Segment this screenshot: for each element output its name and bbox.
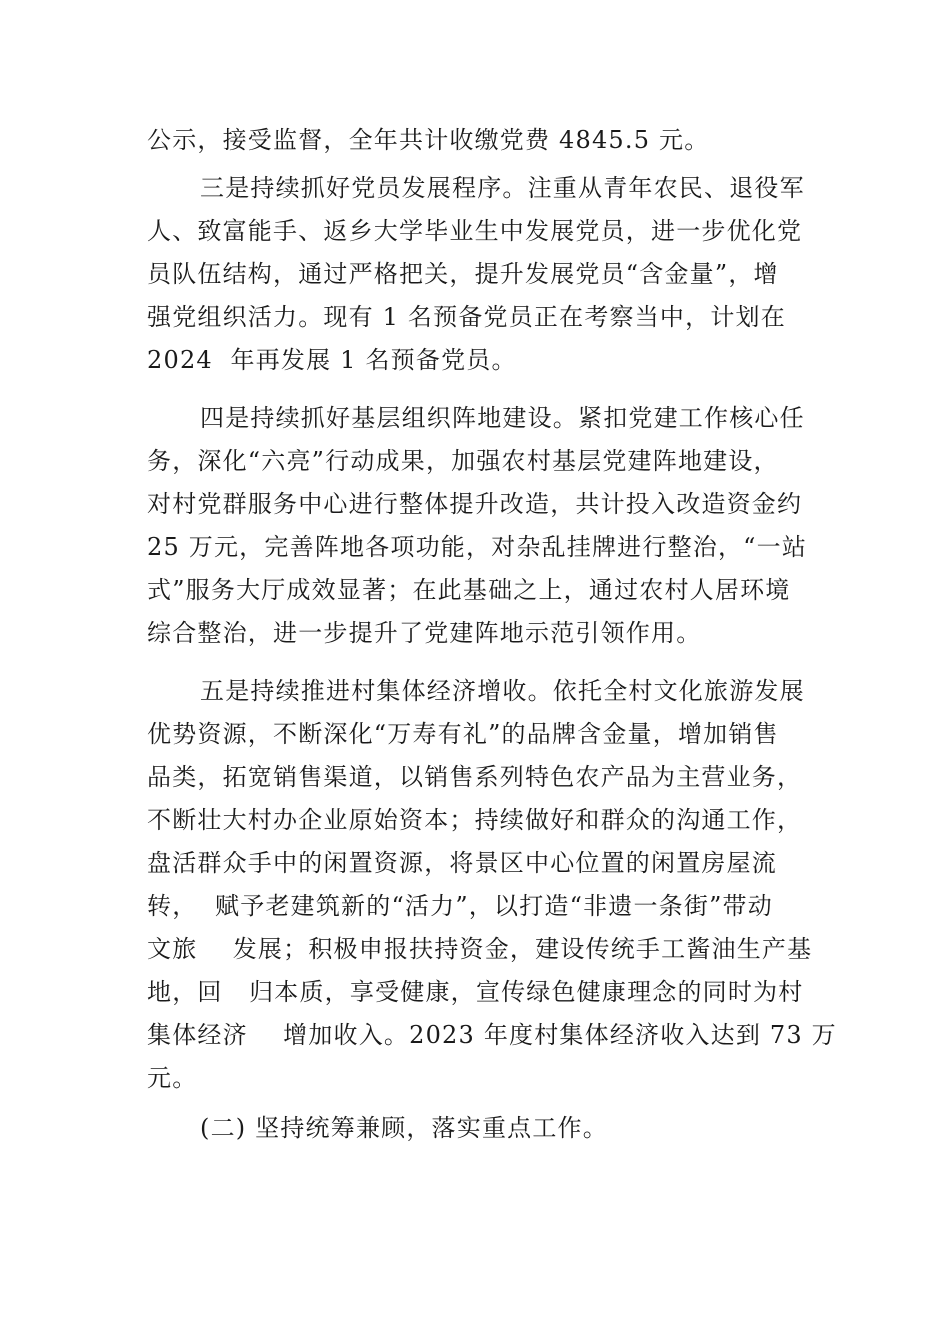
- paragraph-3-first-line: 三是持续抓好党员发展程序。注重从青年农民、退役军: [200, 174, 805, 202]
- text-line: 务，深化“六亮”行动成果，加强农村基层党建阵地建设，: [147, 447, 779, 475]
- paragraph-4-first-line: 四是持续抓好基层组织阵地建设。紧扣党建工作核心任: [200, 404, 805, 432]
- text-line: 对村党群服务中心进行整体提升改造，共计投入改造资金约: [147, 490, 803, 518]
- text-line: 盘活群众手中的闲置资源，将景区中心位置的闲置房屋流: [147, 849, 777, 877]
- text-line: 元。: [147, 1064, 198, 1092]
- text-line: 转， 赋予老建筑新的“活力”，以打造“非遗一条街”带动: [147, 892, 773, 920]
- text-line: 优势资源，不断深化“万寿有礼”的品牌含金量，增加销售: [147, 720, 779, 748]
- text-line: 25 万元，完善阵地各项功能，对杂乱挂牌进行整治，“一站: [147, 533, 808, 561]
- text-line: 员队伍结构，通过严格把关，提升发展党员“含金量”，增: [147, 260, 779, 288]
- paragraph-5-first-line: 五是持续推进村集体经济增收。依托全村文化旅游发展: [200, 677, 805, 705]
- text-line: 文旅 发展；积极申报扶持资金，建设传统手工酱油生产基: [147, 935, 813, 963]
- text-line: 2024 年再发展 1 名预备党员。: [147, 346, 517, 374]
- text-line: 品类，拓宽销售渠道，以销售系列特色农产品为主营业务，: [147, 763, 803, 791]
- text-line: 公示，接受监督，全年共计收缴党费 4845.5 元。: [147, 126, 710, 154]
- text-line: 不断壮大村办企业原始资本；持续做好和群众的沟通工作，: [147, 806, 803, 834]
- text-line: 人、致富能手、返乡大学毕业生中发展党员，进一步优化党: [147, 217, 803, 245]
- text-line: 集体经济 增加收入。2023 年度村集体经济收入达到 73 万: [147, 1021, 837, 1049]
- section-heading: (二) 坚持统筹兼顾，落实重点工作。: [200, 1114, 608, 1142]
- text-line: 强党组织活力。现有 1 名预备党员正在考察当中，计划在: [147, 303, 786, 331]
- text-line: 综合整治，进一步提升了党建阵地示范引领作用。: [147, 619, 702, 647]
- text-line: 式”服务大厅成效显著；在此基础之上，通过农村人居环境: [147, 576, 791, 604]
- text-line: 地，回 归本质，享受健康，宣传绿色健康理念的同时为村: [147, 978, 804, 1006]
